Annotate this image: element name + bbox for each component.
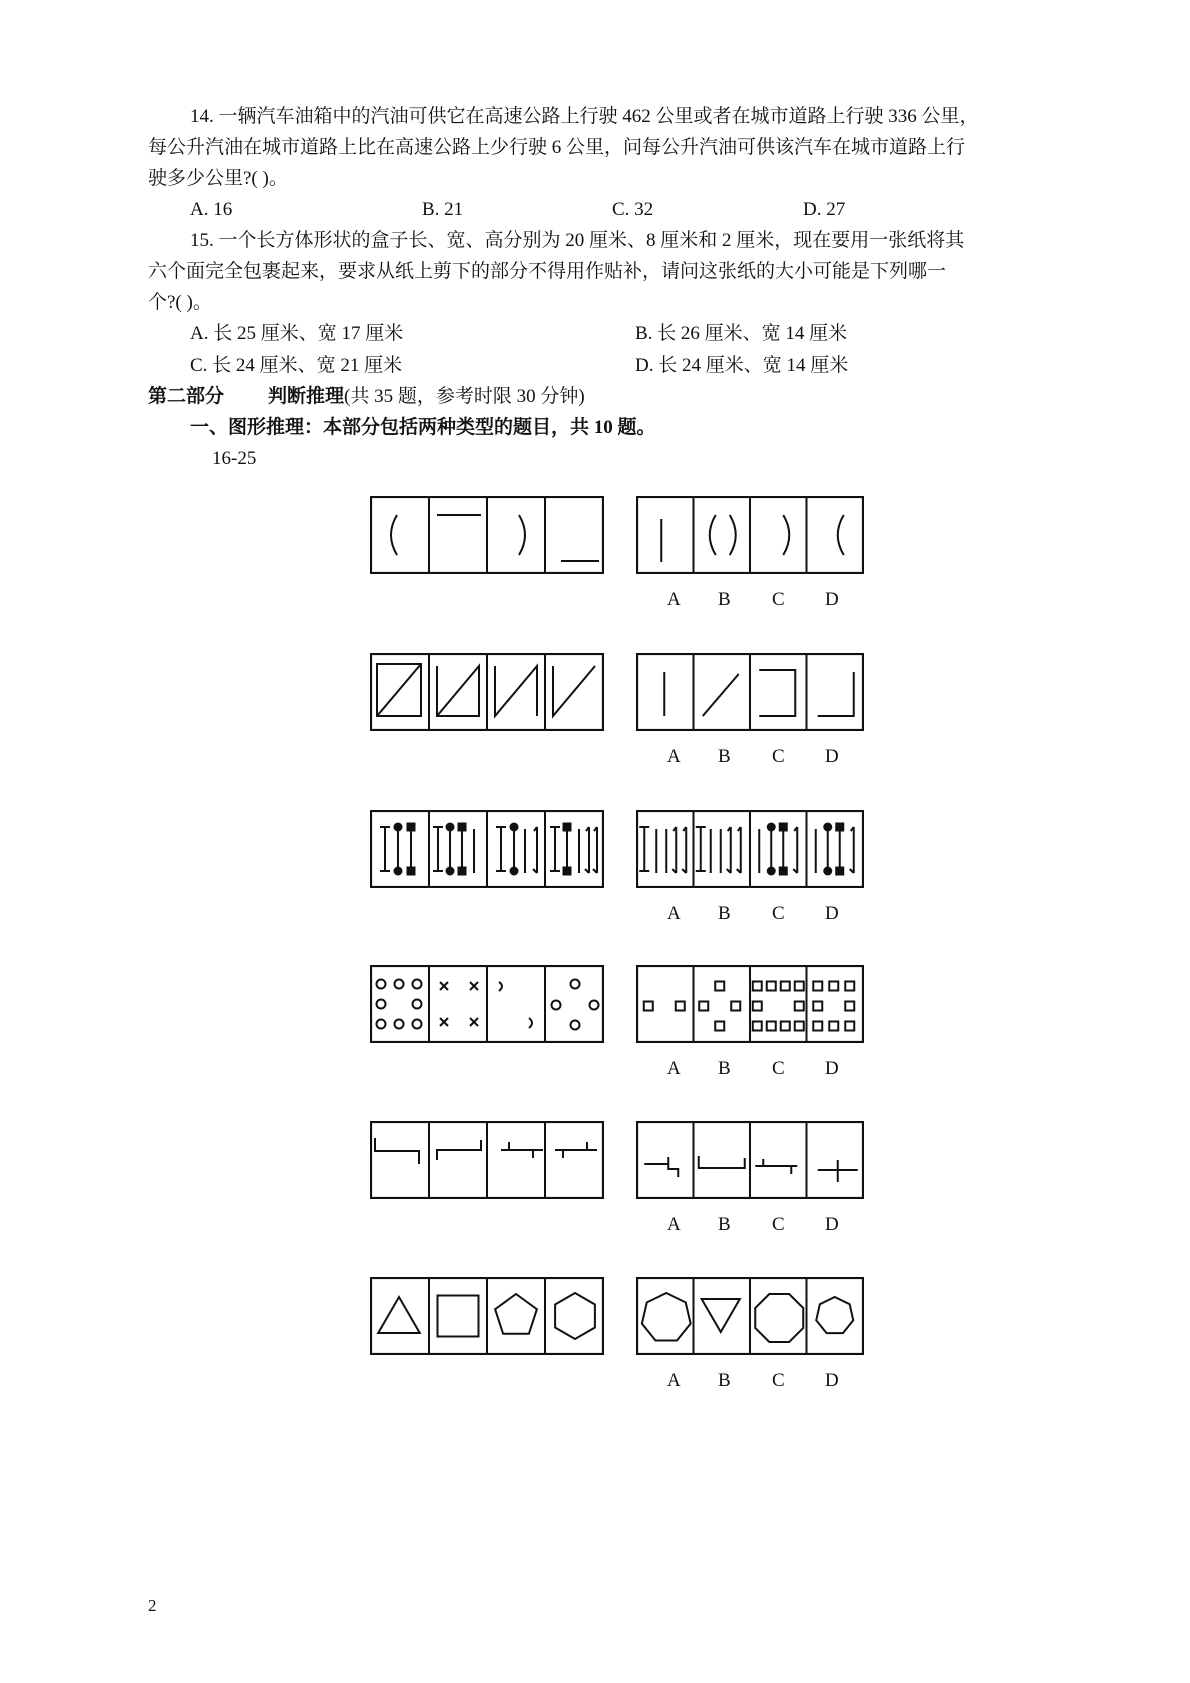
puzzle-21-question-cell-3 (495, 1294, 537, 1334)
puzzle-21-choices (636, 1277, 864, 1355)
q14-line-2: 每公升汽油在城市道路上比在高速公路上少行驶 6 公里，问每公升汽油可供该汽车在城市道路上行 (148, 137, 966, 158)
puzzle-19-choices (636, 965, 864, 1043)
puzzle-21-choices-cell-1 (642, 1293, 691, 1341)
puzzle-17-question-cell-1 (377, 664, 421, 716)
page-number: 2 (148, 1596, 157, 1615)
q14-line-1: 14. 一辆汽车油箱中的汽油可供它在高速公路上行驶 462 公里或者在城市道路上行驶 336 公里， (190, 106, 979, 127)
puzzle-19-question-cell-3 (499, 982, 532, 1028)
puzzle-16-question-cell-3 (519, 515, 525, 555)
puzzle-19-choices-cell-1 (644, 1002, 685, 1011)
puzzle-17-question (370, 653, 604, 731)
puzzle-16-question (370, 496, 604, 574)
puzzle-18-choice-label: B (718, 903, 731, 924)
puzzle-16-choice-label: D (825, 589, 839, 610)
puzzle-16-choice-label: C (772, 589, 785, 610)
puzzle-19-choice-label: B (718, 1058, 731, 1079)
puzzle-20-question-cell-4 (555, 1142, 597, 1158)
q14-line-3: 驶多少公里?( )。 (148, 168, 288, 189)
puzzle-19-question (370, 965, 604, 1043)
puzzle-21-choices-cell-3 (755, 1294, 803, 1342)
puzzle-20-choices-cell-4 (818, 1160, 858, 1182)
puzzle-18-question-cell-4 (550, 824, 597, 875)
section-title: 判断推理 (268, 386, 345, 407)
puzzle-18-choices-cell-2 (696, 827, 741, 873)
puzzle-21-question-cell-4 (555, 1293, 595, 1339)
puzzle-19-choices-cell-4 (813, 982, 854, 1031)
puzzle-20-choice-label: C (772, 1214, 785, 1235)
puzzle-19-choice-label: C (772, 1058, 785, 1079)
puzzle-16-choice-label: A (667, 589, 681, 610)
puzzle-21-choice-label: D (825, 1370, 839, 1391)
puzzle-19-question-cell-4 (552, 980, 599, 1030)
puzzle-17-choice-label: C (772, 746, 785, 767)
puzzle-19-question-cell-2 (440, 982, 478, 1026)
puzzle-16-choice-label: B (718, 589, 731, 610)
puzzle-21-choices-cell-2 (702, 1299, 740, 1332)
puzzle-20-choices-cell-2 (699, 1156, 745, 1168)
q14-option-b: B. 21 (422, 199, 464, 220)
puzzle-18-question-cell-1 (380, 824, 415, 875)
puzzle-19-choices-cell-3 (753, 982, 804, 1031)
section-heading (148, 385, 585, 409)
q15-line-2: 六个面完全包裹起来，要求从纸上剪下的部分不得用作贴补，请问这张纸的大小可能是下列哪一 (148, 261, 947, 282)
puzzle-18-choice-label: D (825, 903, 839, 924)
puzzle-17-choice-label: A (667, 746, 681, 767)
q15-option-a: A. 长 25 厘米、宽 17 厘米 (190, 323, 404, 344)
q14-option-d: D. 27 (803, 199, 846, 220)
puzzle-19-choice-label: A (667, 1058, 681, 1079)
puzzle-21-choices-cell-4 (816, 1297, 853, 1333)
puzzle-21-question-cell-1 (378, 1297, 420, 1333)
puzzle-20-choices-cell-3 (755, 1159, 797, 1174)
puzzle-21-choice-label: C (772, 1370, 785, 1391)
puzzle-18-choice-label: C (772, 903, 785, 924)
puzzle-21-question-cell-2 (438, 1296, 479, 1337)
puzzle-20-choice-label: B (718, 1214, 731, 1235)
puzzle-16-question-cell-1 (391, 515, 397, 555)
puzzle-19-choices-cell-2 (699, 982, 740, 1031)
puzzle-18-question (370, 810, 604, 888)
puzzle-21-question (370, 1277, 604, 1355)
q15-option-b: B. 长 26 厘米、宽 14 厘米 (635, 323, 848, 344)
puzzle-18-choice-label: A (667, 903, 681, 924)
puzzle-16-choices (636, 496, 864, 574)
puzzle-17-choices-cell-4 (818, 672, 854, 716)
puzzle-16-choices-cell-2 (710, 515, 736, 555)
puzzle-20-question-cell-1 (375, 1138, 419, 1164)
q15-line-3: 个?( )。 (148, 292, 212, 313)
q15-line-1: 15. 一个长方体形状的盒子长、宽、高分别为 20 厘米、8 厘米和 2 厘米，现在要用一张纸将其 (190, 230, 965, 251)
puzzle-18-choices-cell-3 (759, 824, 797, 875)
puzzle-18-choices (636, 810, 864, 888)
q14-option-a: A. 16 (190, 199, 233, 220)
puzzle-17-question-cell-4 (553, 666, 595, 716)
puzzle-19-question-cell-1 (377, 980, 422, 1029)
puzzle-20-choice-label: A (667, 1214, 681, 1235)
puzzle-18-choices-cell-1 (639, 827, 686, 873)
q15-option-d: D. 长 24 厘米、宽 14 厘米 (635, 355, 849, 376)
puzzle-20-choice-label: D (825, 1214, 839, 1235)
puzzle-20-question-cell-2 (437, 1140, 481, 1160)
puzzle-19-choice-label: D (825, 1058, 839, 1079)
puzzle-18-question-cell-3 (496, 824, 537, 875)
section-note: (共 35 题，参考时限 30 分钟) (344, 386, 585, 407)
puzzle-16-choices-cell-4 (838, 515, 844, 555)
puzzle-20-choices (636, 1121, 864, 1199)
puzzle-17-question-cell-3 (495, 666, 537, 716)
puzzle-21-choice-label: A (667, 1370, 681, 1391)
puzzle-17-choice-label: D (825, 746, 839, 767)
section-subheading: 一、图形推理：本部分包括两种类型的题目，共 10 题。 (190, 417, 656, 438)
puzzle-17-choices-cell-3 (759, 670, 795, 716)
q15-option-c: C. 长 24 厘米、宽 21 厘米 (190, 355, 403, 376)
puzzle-18-question-cell-2 (433, 824, 474, 875)
puzzle-17-choice-label: B (718, 746, 731, 767)
puzzle-18-choices-cell-4 (816, 824, 854, 875)
puzzle-21-choice-label: B (718, 1370, 731, 1391)
q14-option-c: C. 32 (612, 199, 654, 220)
puzzle-17-choices (636, 653, 864, 731)
puzzle-17-choices-cell-2 (703, 674, 739, 716)
question-range: 16-25 (212, 448, 257, 469)
section-part: 第二部分 (148, 386, 225, 407)
puzzle-17-question-cell-2 (437, 666, 479, 716)
puzzle-20-question-cell-3 (501, 1142, 543, 1158)
puzzle-20-question (370, 1121, 604, 1199)
puzzle-20-choices-cell-1 (644, 1157, 678, 1177)
puzzle-16-choices-cell-3 (783, 515, 789, 555)
